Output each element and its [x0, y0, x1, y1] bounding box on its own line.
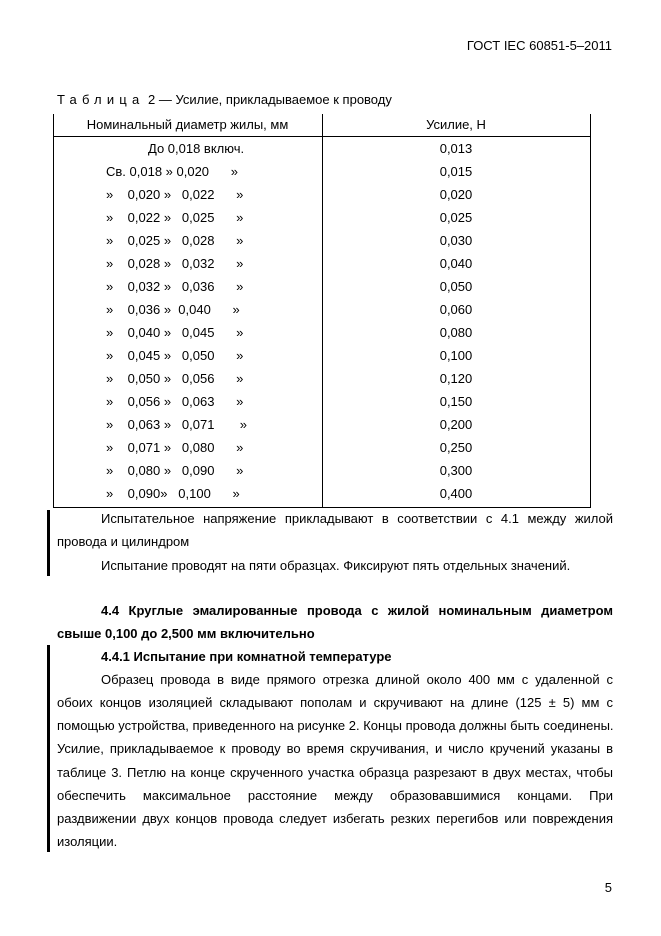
cell-diameter: » 0,032 » 0,036 » [106, 279, 244, 294]
cell-diameter: » 0,056 » 0,063 » [106, 394, 244, 409]
table-row [0, 417, 661, 440]
cell-force: 0,400 [439, 486, 473, 501]
cell-force: 0,200 [439, 417, 473, 432]
cell-force: 0,050 [439, 279, 473, 294]
table-row [0, 164, 661, 187]
cell-force: 0,060 [439, 302, 473, 317]
table-row [0, 394, 661, 417]
paragraph-procedure-line: таблице 3. Петлю на конце скрученного участка образца разрезают в двух местах, чтобы [57, 765, 613, 780]
cell-diameter: » 0,080 » 0,090 » [106, 463, 244, 478]
cell-diameter: » 0,022 » 0,025 » [106, 210, 244, 225]
table-caption [57, 92, 392, 107]
table-row [0, 233, 661, 256]
table-header-rule [53, 136, 591, 137]
cell-force: 0,015 [439, 164, 473, 179]
cell-force: 0,040 [439, 256, 473, 271]
paragraph-procedure-line: изоляции. [57, 834, 118, 849]
cell-diameter: » 0,090» 0,100 » [106, 486, 240, 501]
paragraph-procedure-line: раздвижении двух концов провода следует избегать резких перегибов или повреждения [57, 811, 613, 826]
table-row [0, 141, 661, 164]
cell-force: 0,080 [439, 325, 473, 340]
table-row [0, 486, 661, 509]
table-row [0, 440, 661, 463]
paragraph-procedure-line: Образец провода в виде прямого отрезка длиной около 400 мм с удаленной с [101, 672, 613, 687]
cell-diameter: » 0,050 » 0,056 » [106, 371, 244, 386]
cell-force: 0,120 [439, 371, 473, 386]
cell-diameter: » 0,063 » 0,071 » [106, 417, 247, 432]
cell-diameter: » 0,045 » 0,050 » [106, 348, 244, 363]
table-row [0, 325, 661, 348]
table-caption-title: 2 — Усилие, прикладываемое к проводу [148, 92, 392, 107]
cell-force: 0,150 [439, 394, 473, 409]
table-row [0, 371, 661, 394]
paragraph-procedure-line: помощью устройства, приведенного на рисунке 2. Концы провода должны быть соединены. [57, 718, 614, 733]
paragraph-procedure-line: обеспечить максимальное расстояние между образовавшимися концами. При [57, 788, 613, 803]
table-row [0, 302, 661, 325]
cell-diameter: » 0,071 » 0,080 » [106, 440, 244, 455]
cell-diameter: Св. 0,018 » 0,020 » [106, 164, 238, 179]
section-heading-line1: 4.4 Круглые эмалированные провода с жилой номинальным диаметром [101, 603, 613, 618]
cell-force: 0,030 [439, 233, 473, 248]
cell-diameter: » 0,036 » 0,040 » [106, 302, 240, 317]
cell-force: 0,025 [439, 210, 473, 225]
page-number: 5 [604, 880, 612, 895]
subsection-heading: 4.4.1 Испытание при комнатной температуре [101, 649, 392, 664]
cell-force: 0,100 [439, 348, 473, 363]
table-row [0, 187, 661, 210]
cell-force: 0,020 [439, 187, 473, 202]
column-header-force: Усилие, Н [426, 117, 486, 132]
table-row [0, 279, 661, 302]
column-header-diameter: Номинальный диаметр жилы, мм [86, 117, 289, 132]
change-bar [47, 510, 50, 576]
paragraph-voltage-line2: провода и цилиндром [57, 534, 190, 549]
document-code: ГОСТ IEC 60851-5–2011 [466, 38, 612, 53]
cell-diameter: До 0,018 включ. [148, 141, 245, 156]
paragraph-procedure-line: Усилие, прикладываемое к проводу во время скручивания, и число кручений указаны в [57, 741, 613, 756]
cell-force: 0,300 [439, 463, 473, 478]
cell-force: 0,250 [439, 440, 473, 455]
cell-diameter: » 0,025 » 0,028 » [106, 233, 244, 248]
cell-diameter: » 0,028 » 0,032 » [106, 256, 244, 271]
table-caption-word: Таблица [57, 92, 145, 107]
paragraph-voltage-line1: Испытательное напряжение прикладывают в соответствии с 4.1 между жилой [101, 511, 613, 526]
cell-diameter: » 0,040 » 0,045 » [106, 325, 244, 340]
table-row [0, 463, 661, 486]
cell-diameter: » 0,020 » 0,022 » [106, 187, 244, 202]
table-row [0, 256, 661, 279]
cell-force: 0,013 [439, 141, 473, 156]
paragraph-samples: Испытание проводят на пяти образцах. Фиксируют пять отдельных значений. [101, 558, 571, 573]
change-bar [47, 645, 50, 852]
section-heading-line2: свыше 0,100 до 2,500 мм включительно [57, 626, 315, 641]
table-row [0, 210, 661, 233]
table-row [0, 348, 661, 371]
paragraph-procedure-line: обоих концов изоляцией складывают пополам и скручивают на длине (125 ± 5) мм с [57, 695, 613, 710]
